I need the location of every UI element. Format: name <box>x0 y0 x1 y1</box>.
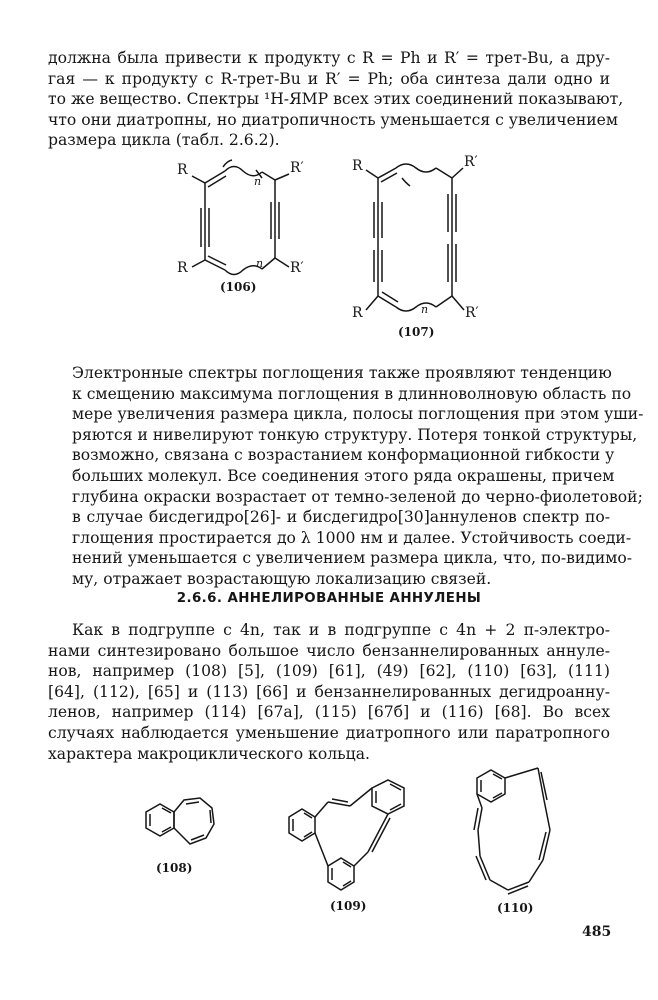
structure-107 <box>366 164 464 311</box>
text-line: возможно, связана с возрастанием конформационной гибкости у <box>72 446 615 465</box>
text-line: что они диатропны, но диатропичность уменьшается с увеличением <box>48 110 618 129</box>
text-line: ленов, например (114) [67а], (115) [67б] и (116) [68]. Во всех <box>48 703 610 722</box>
substituent-r: R <box>177 260 188 276</box>
subscript-n: n <box>254 175 262 188</box>
text-line: размера цикла (табл. 2.6.2). <box>48 131 280 150</box>
substituent-r-prime: R′ <box>465 305 479 321</box>
compound-label-110: (110) <box>497 901 534 915</box>
subscript-n: n <box>256 257 264 270</box>
text-line: характера макроциклического кольца. <box>48 744 370 763</box>
paragraph-spectra <box>48 363 644 590</box>
compound-label-107: (107) <box>398 325 435 339</box>
compound-label-106: (106) <box>220 280 257 294</box>
substituent-r: R <box>352 158 363 174</box>
text-line: в случае бисдегидро[26]- и бисдегидро[30]аннуленов спектр по- <box>72 508 610 527</box>
substituent-r-prime: R′ <box>290 160 304 176</box>
substituent-r: R <box>352 305 363 321</box>
text-line: Как в подгруппе с 4n, так и в подгруппе с 4n + 2 π-электро- <box>72 621 610 639</box>
subscript-n: n <box>421 303 429 316</box>
substituent-r-prime: R′ <box>464 154 478 170</box>
text-line: случаях наблюдается уменьшение диатропного или паратропного <box>48 723 610 742</box>
substituent-r: R <box>177 162 188 178</box>
text-line: Электронные спектры поглощения также проявляют тенденцию <box>72 364 612 382</box>
section-heading: 2.6.6. АННЕЛИРОВАННЫЕ АННУЛЕНЫ <box>176 591 482 606</box>
page-number: 485 <box>582 924 612 940</box>
text-line: больших молекул. Все соединения этого ряда окрашены, причем <box>72 466 615 485</box>
text-line: гая — к продукту с R-трет-Bu и R′ = Ph; оба синтеза дали одно и <box>48 69 610 88</box>
text-line: глощения простирается до λ 1000 нм и далее. Устойчивость соеди- <box>72 528 632 547</box>
structure-109 <box>289 780 404 890</box>
text-line: му, отражает возрастающую локализацию связей. <box>72 569 492 588</box>
substituent-r-prime: R′ <box>290 260 304 276</box>
text-line: то же вещество. Спектры ¹Н-ЯМР всех этих соединений показывают, <box>48 90 624 109</box>
text-line: нами синтезировано большое число бензаннелированных аннуле- <box>48 641 610 660</box>
text-line: нений уменьшается с увеличением размера цикла, что, по-видимо- <box>72 549 633 568</box>
figure-structures-106-107 <box>150 150 510 350</box>
text-line: мере увеличения размера цикла, полосы поглощения при этом уши- <box>72 405 644 424</box>
text-line: ряются и нивелируют тонкую структуру. Потеря тонкой структуры, <box>72 425 638 444</box>
text-line: к смещению максимума поглощения в длинноволновую область по <box>72 384 632 403</box>
figure-structures-108-110 <box>110 760 570 925</box>
text-line: глубина окраски возрастает от темно-зеленой до черно-фиолетовой; <box>72 487 643 506</box>
structure-110 <box>474 768 550 894</box>
structure-108 <box>146 798 214 844</box>
text-line: нов, например (108) [5], (109) [61], (49) [62], (110) [63], (111) <box>48 662 610 681</box>
compound-label-109: (109) <box>330 899 367 913</box>
paragraph-annelated <box>48 620 610 764</box>
text-line: [64], (112), [65] и (113) [66] и бензаннелированных дегидроанну- <box>48 682 610 701</box>
text-line: должна была привести к продукту с R = Ph и R′ = трет-Bu, а дру- <box>48 49 610 67</box>
paragraph-intro <box>48 48 624 151</box>
compound-label-108: (108) <box>156 861 193 875</box>
structure-106 <box>192 160 289 275</box>
